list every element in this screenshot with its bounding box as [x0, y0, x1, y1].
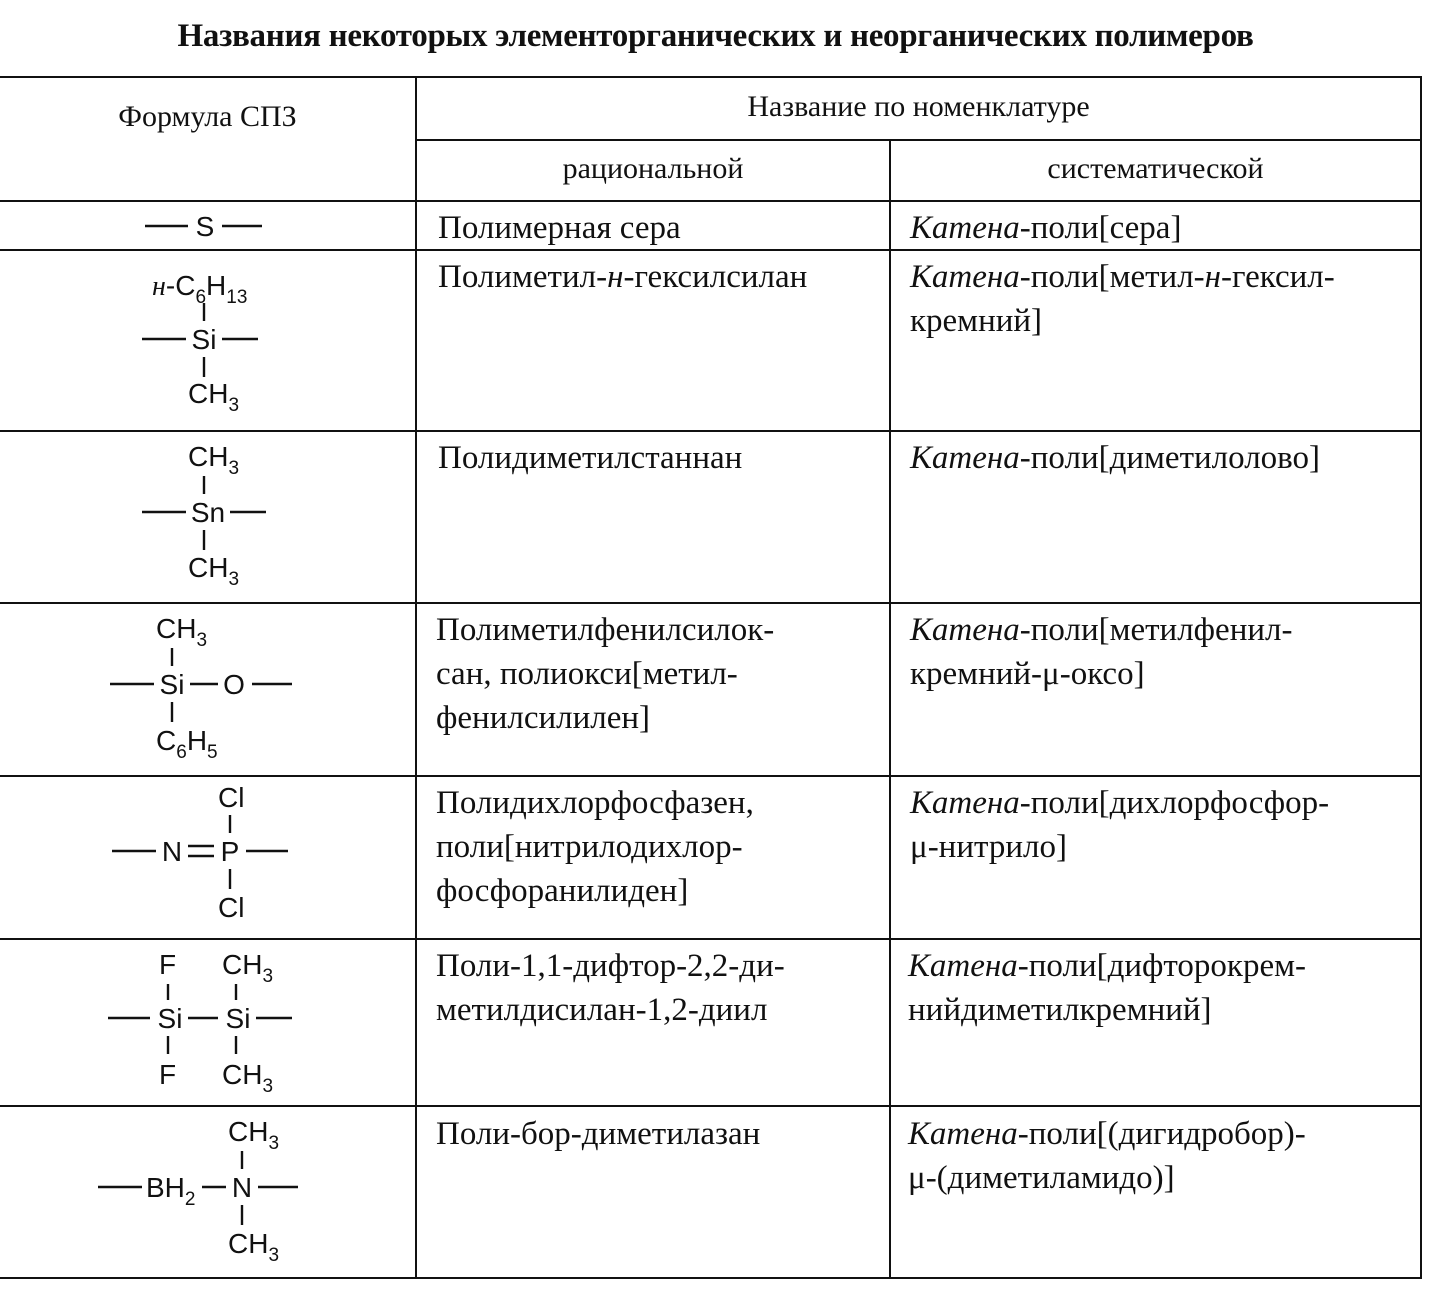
atom-p: P [220, 836, 240, 867]
formula-sulfur [0, 202, 415, 249]
table-bottom-border [0, 1277, 1422, 1279]
atom-si-2: Si [225, 1003, 251, 1034]
rational-name: Полимерная сера [438, 210, 681, 246]
svg-text:Cl: Cl [218, 782, 245, 813]
katena-prefix: Катена [910, 612, 1020, 648]
table-col-divider-2 [889, 140, 891, 1279]
formula-methylphenylsiloxane [0, 604, 415, 775]
svg-text:н-C6H13: $н-C_6H_{13}$ [152, 270, 248, 308]
atom-o: O [223, 669, 245, 700]
svg-text:F: F [159, 1059, 177, 1090]
rational-name: Полидихлорфосфазен, поли[нитрилодихлор- фосфоранилиден] [436, 785, 754, 909]
rational-name: Полиметил-н-гексилсилан [438, 259, 808, 295]
table-right-border [1420, 76, 1422, 1279]
rational-name: Поли-1,1-дифтор-2,2-ди- метилдисилан-1,2-диил [436, 948, 785, 1028]
systematic-name: Катена-поли[метил-н-гексил- кремний] [910, 259, 1335, 339]
header-systematic: систематической [1047, 152, 1264, 185]
svg-text:F: F [159, 949, 177, 980]
rational-name: Поли-бор-диметилазан [436, 1116, 761, 1152]
katena-prefix: Катена [910, 440, 1020, 476]
katena-prefix: Катена [908, 948, 1018, 984]
atom-s: S [195, 211, 215, 242]
katena-prefix: Катена [908, 1116, 1018, 1152]
atom-n: N [161, 836, 183, 867]
svg-text:CH3: $CH_3$ [156, 613, 208, 651]
svg-text:CH3: $CH_3$ [188, 552, 240, 590]
systematic-name: Катена-поли[дифторокрем- нийдиметилкремний] [908, 948, 1306, 1028]
atom-n: N [231, 1172, 253, 1203]
svg-text:C6H5: $C_6H_5$ [156, 725, 218, 763]
svg-text:Cl: Cl [218, 892, 245, 923]
header-sub-divider [415, 139, 1422, 141]
systematic-name: Катена-поли[метилфенил- кремний-μ-оксо] [910, 612, 1293, 692]
table-top-border [0, 76, 1422, 78]
formula-dichlorophosphazene [0, 777, 415, 938]
formula-borondimethylazane [0, 1107, 415, 1277]
rational-name: Полидиметилстаннан [438, 440, 743, 476]
formula-methylhexylsilane [0, 251, 415, 430]
page-title: Названия некоторых элементорганических и неорганических полимеров [177, 18, 1254, 54]
formula-dimethylstannane [0, 432, 415, 602]
systematic-name: Катена-поли[дихлорфосфор- μ-нитрило] [910, 785, 1330, 865]
atom-si-1: Si [157, 1003, 183, 1034]
atom-sn: Sn [190, 497, 226, 528]
formula-difluorodimethyldisilane [0, 940, 415, 1105]
svg-text:CH3: $CH_3$ [188, 378, 240, 416]
systematic-name: Катена-поли[диметилолово] [910, 440, 1321, 476]
katena-prefix: Катена [910, 259, 1020, 295]
header-rational: рациональной [562, 152, 744, 185]
polymer-names-table [0, 72, 1431, 1293]
svg-text:BH2: $BH_2$ [146, 1172, 196, 1210]
katena-prefix: Катена [910, 210, 1020, 246]
svg-text:CH3: $CH_3$ [228, 1228, 280, 1266]
header-formula: Формула СПЗ [118, 100, 297, 133]
systematic-name: Катена-поли[сера] [910, 210, 1182, 246]
header-nomenclature: Название по номенклатуре [747, 90, 1090, 123]
systematic-name: Катена-поли[(дигидробор)- μ-(диметиламидо)] [908, 1116, 1306, 1196]
svg-text:CH3: $CH_3$ [228, 1116, 280, 1154]
svg-text:CH3: $CH_3$ [188, 441, 240, 479]
katena-prefix: Катена [910, 785, 1020, 821]
table-col-divider-1 [415, 76, 417, 1279]
atom-si: Si [159, 669, 185, 700]
svg-text:CH3: $CH_3$ [222, 949, 274, 987]
rational-name: Полиметилфенилсилок- сан, полиокси[метил- фенилсилилен] [436, 612, 775, 736]
atom-si: Si [191, 324, 217, 355]
svg-text:CH3: $CH_3$ [222, 1059, 274, 1097]
